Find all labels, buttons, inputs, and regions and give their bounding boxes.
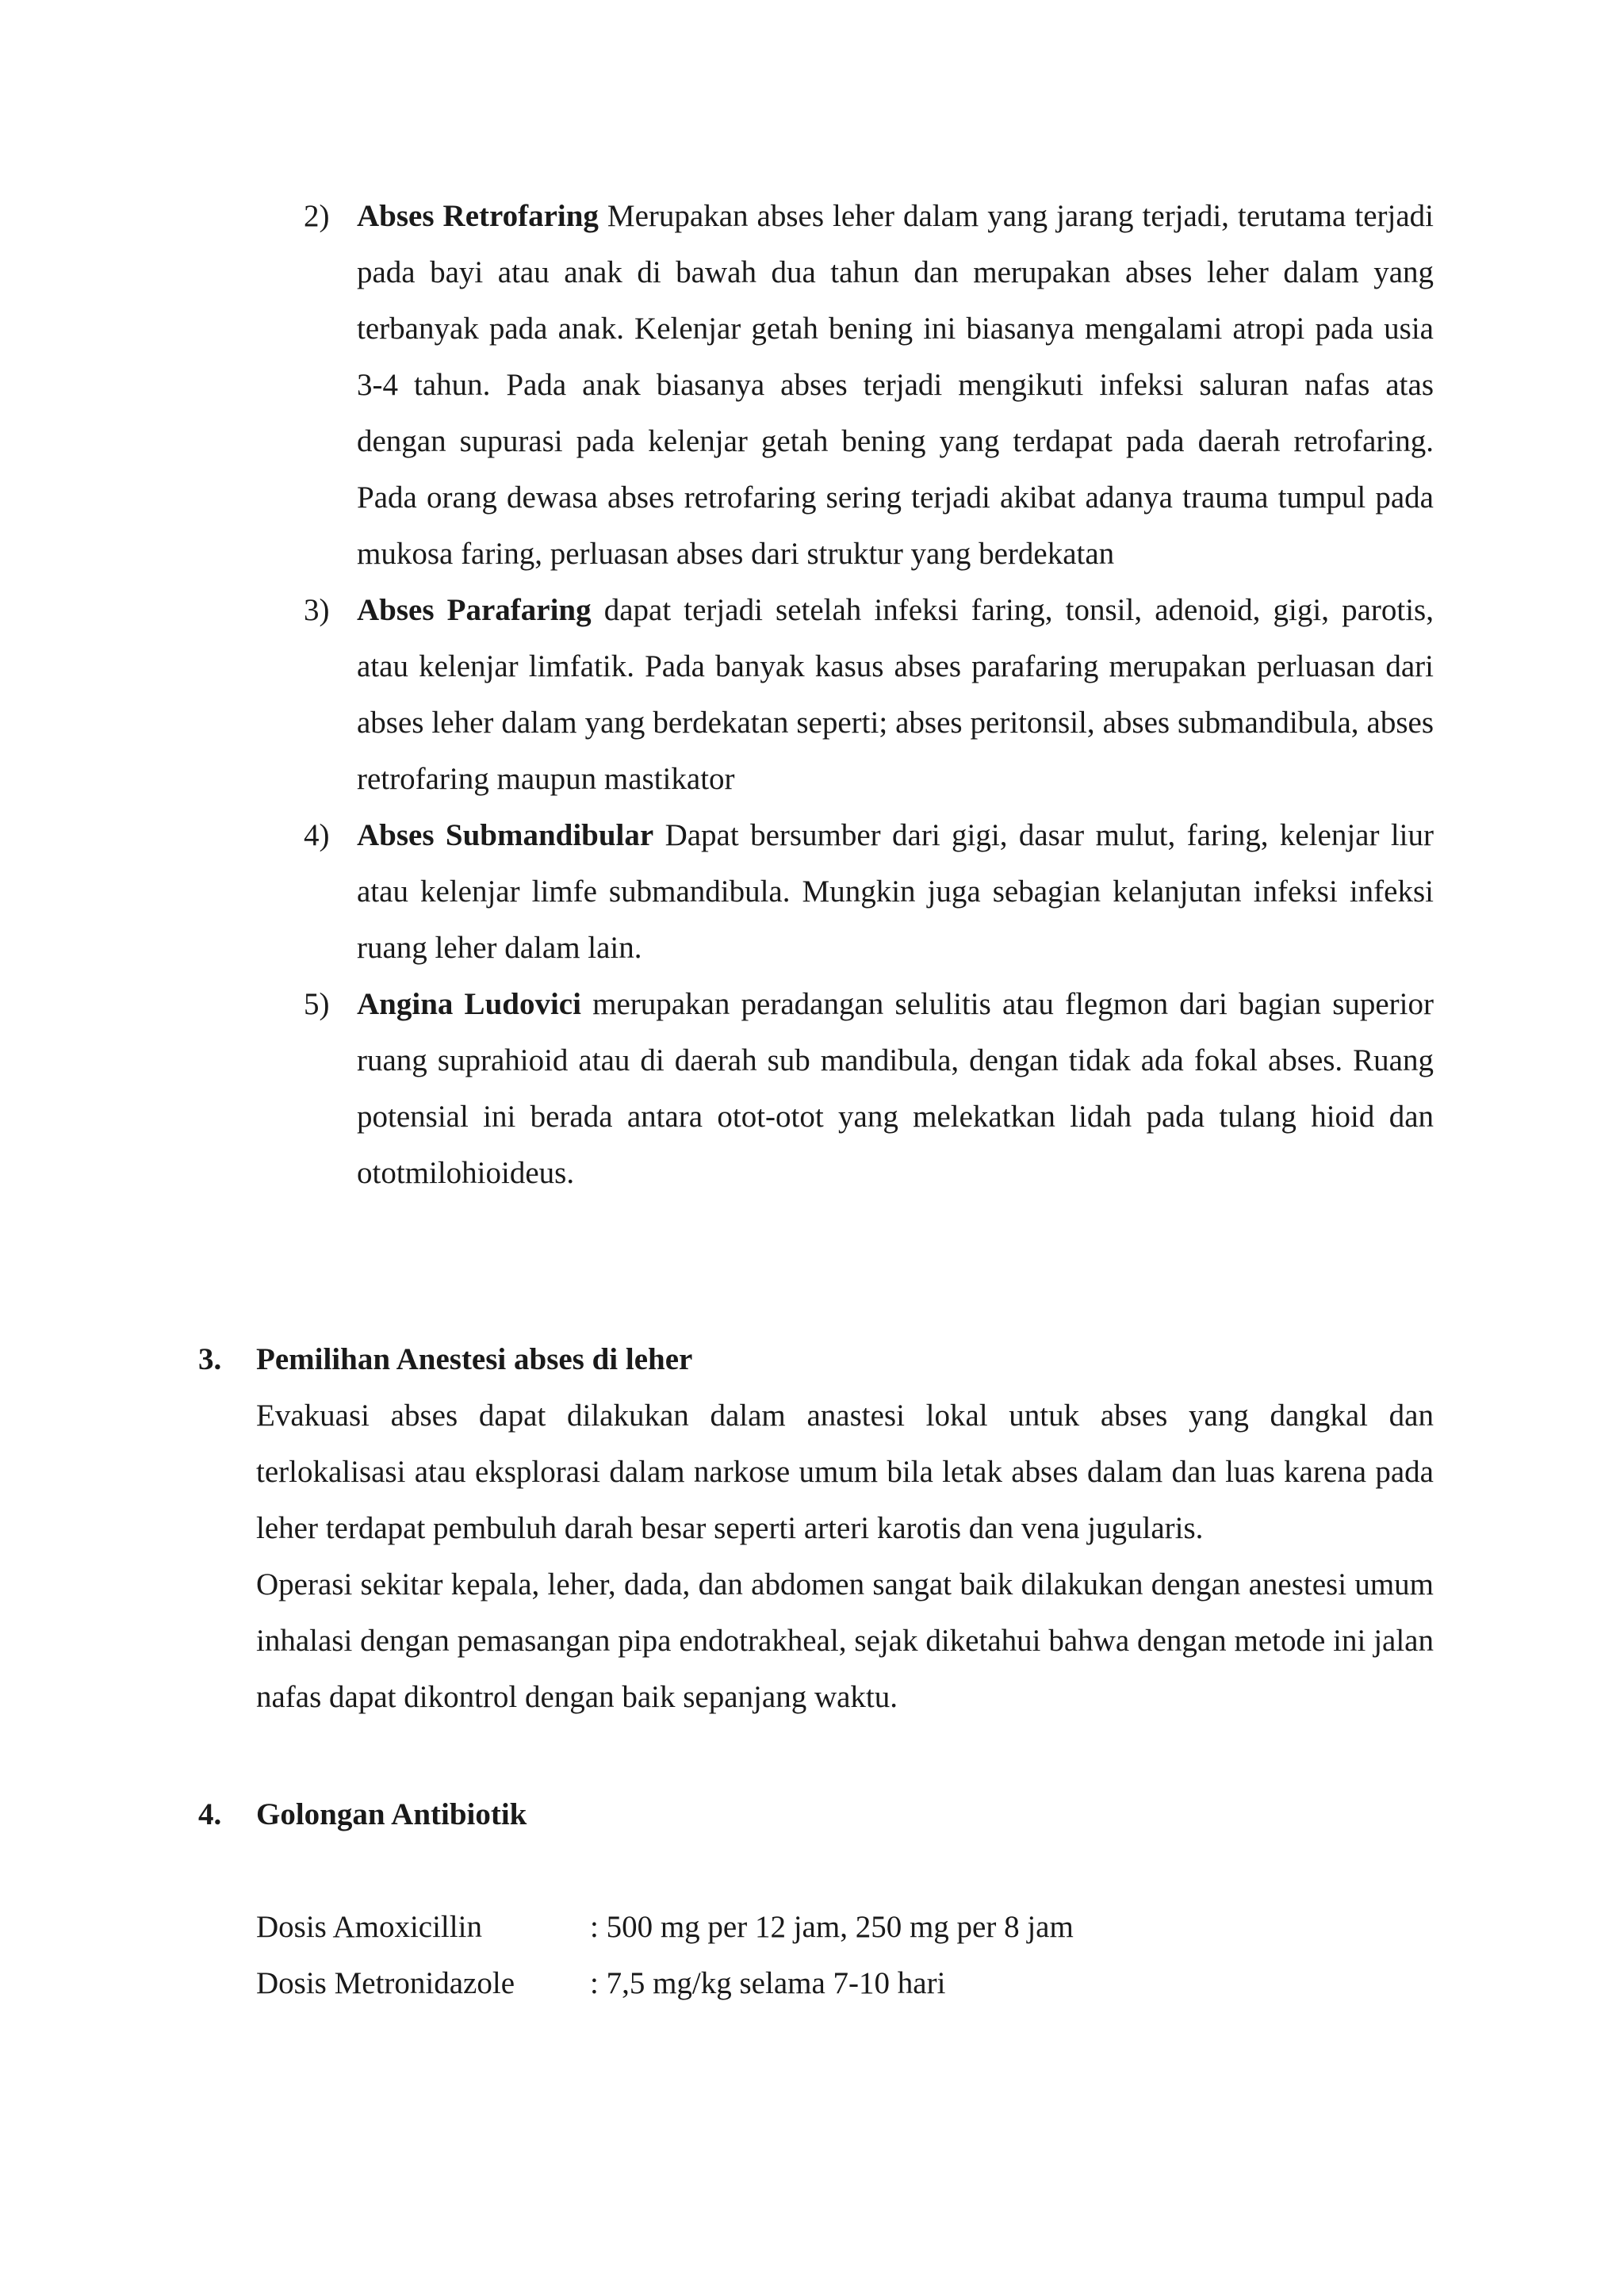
dose-table <box>256 1899 1434 2011</box>
section-paragraph: Evakuasi abses dapat dilakukan dalam anastesi lokal untuk abses yang dangkal dan terlokalisasi atau eksplorasi dalam narkose umum bila letak abses dalam dan luas karena pada leher terdapat pembuluh darah besar seperti arteri karotis dan vena jugularis. <box>256 1399 1434 1545</box>
list-item-text <box>357 976 1434 1201</box>
list-item-description: Merupakan abses leher dalam yang jarang terjadi, terutama terjadi pada bayi atau anak di bawah dua tahun dan merupakan abses leher dalam yang terbanyak pada anak. Kelenjar getah bening ini biasanya mengalami atropi pada usia 3-4 tahun. Pada anak biasanya abses terjadi mengikuti infeksi saluran nafas atas dengan supurasi pada kelenjar getah bening yang terdapat pada daerah retrofaring. Pada orang dewasa abses retrofaring sering terjadi akibat adanya trauma tumpul pada mukosa faring, perluasan abses dari struktur yang berdekatan <box>357 199 1434 571</box>
list-item-term: Abses Retrofaring <box>357 199 599 233</box>
list-item <box>304 807 1434 976</box>
section-heading <box>198 1331 1434 1387</box>
dose-row <box>256 1899 1434 1955</box>
section-anesthesia <box>198 1331 1434 1725</box>
section-paragraph: Operasi sekitar kepala, leher, dada, dan abdomen sangat baik dilakukan dengan anestesi umum inhalasi dengan pemasangan pipa endotrakheal, sejak diketahui bahwa dengan metode ini jalan nafas dapat dikontrol dengan baik sepanjang waktu. <box>256 1567 1434 1714</box>
list-item-text <box>357 188 1434 582</box>
section-title: Pemilihan Anestesi abses di leher <box>256 1342 693 1376</box>
list-item-number: 3) <box>304 593 330 627</box>
list-item-number: 2) <box>304 199 330 233</box>
list-item <box>304 188 1434 582</box>
list-item-term: Abses Parafaring <box>357 593 592 627</box>
section-number: 3. <box>198 1342 222 1376</box>
dose-drug-name: Dosis Metronidazole <box>256 1966 515 2000</box>
list-item-description: merupakan peradangan selulitis atau flegmon dari bagian superior ruang suprahioid atau di daerah sub mandibula, dengan tidak ada fokal abses. Ruang potensial ini berada antara otot-otot yang melekatkan lidah pada tulang hioid dan ototmilohioideus. <box>357 987 1434 1190</box>
list-item-text <box>357 582 1434 807</box>
list-item-description: Dapat bersumber dari gigi, dasar mulut, faring, kelenjar liur atau kelenjar limfe submandibula. Mungkin juga sebagian kelanjutan infeksi infeksi ruang leher dalam lain. <box>357 818 1434 965</box>
list-item <box>304 582 1434 807</box>
list-item-number: 5) <box>304 987 330 1021</box>
dose-value: : 500 mg per 12 jam, 250 mg per 8 jam <box>590 1910 1074 1944</box>
abscess-types-list <box>304 188 1434 1201</box>
list-item-description: dapat terjadi setelah infeksi faring, tonsil, adenoid, gigi, parotis, atau kelenjar limfatik. Pada banyak kasus abses parafaring merupakan perluasan dari abses leher dalam yang berdekatan seperti; abses peritonsil, abses submandibula, abses retrofaring maupun mastikator <box>357 593 1434 796</box>
section-number: 4. <box>198 1797 222 1831</box>
section-title: Golongan Antibiotik <box>256 1797 527 1831</box>
dose-drug-name: Dosis Amoxicillin <box>256 1910 482 1944</box>
dose-row <box>256 1955 1434 2011</box>
section-heading <box>198 1786 1434 1843</box>
list-item-term: Abses Submandibular <box>357 818 654 852</box>
dose-value: : 7,5 mg/kg selama 7-10 hari <box>590 1966 946 2000</box>
list-item-text <box>357 807 1434 976</box>
list-item-number: 4) <box>304 818 330 852</box>
list-item-term: Angina Ludovici <box>357 987 581 1021</box>
list-item <box>304 976 1434 1201</box>
section-antibiotics <box>198 1786 1434 2011</box>
